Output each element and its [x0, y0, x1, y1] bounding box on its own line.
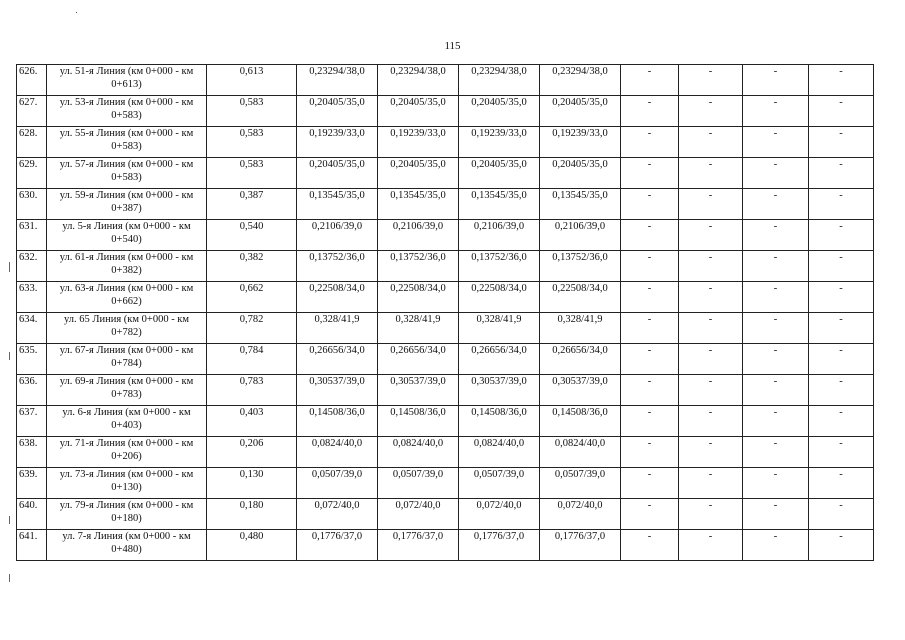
road-length: 0,403: [207, 406, 297, 437]
row-number: 640.: [17, 499, 47, 530]
value-col-4: 0,0507/39,0: [540, 468, 621, 499]
value-col-1: 0,0507/39,0: [297, 468, 378, 499]
road-name: ул. 67-я Линия (км 0+000 - км 0+784): [47, 344, 207, 375]
empty-col-1: -: [621, 189, 679, 220]
margin-mark: [9, 516, 10, 524]
road-length: 0,382: [207, 251, 297, 282]
value-col-1: 0,328/41,9: [297, 313, 378, 344]
road-length: 0,480: [207, 530, 297, 561]
table-row: [17, 189, 874, 220]
road-length: 0,583: [207, 127, 297, 158]
road-length: 0,387: [207, 189, 297, 220]
table-row: [17, 127, 874, 158]
row-number: 628.: [17, 127, 47, 158]
empty-col-4: -: [809, 468, 874, 499]
value-col-4: 0,22508/34,0: [540, 282, 621, 313]
road-length: 0,784: [207, 344, 297, 375]
empty-col-1: -: [621, 96, 679, 127]
value-col-1: 0,14508/36,0: [297, 406, 378, 437]
empty-col-3: -: [743, 127, 809, 158]
value-col-4: 0,20405/35,0: [540, 158, 621, 189]
row-number: 639.: [17, 468, 47, 499]
road-length: 0,130: [207, 468, 297, 499]
empty-col-1: -: [621, 437, 679, 468]
row-number: 632.: [17, 251, 47, 282]
empty-col-3: -: [743, 313, 809, 344]
empty-col-1: -: [621, 406, 679, 437]
page-number: 115: [444, 40, 461, 52]
empty-col-2: -: [679, 530, 743, 561]
row-number: 637.: [17, 406, 47, 437]
value-col-4: 0,328/41,9: [540, 313, 621, 344]
row-number: 630.: [17, 189, 47, 220]
value-col-2: 0,328/41,9: [378, 313, 459, 344]
row-number: 638.: [17, 437, 47, 468]
empty-col-4: -: [809, 530, 874, 561]
value-col-4: 0,20405/35,0: [540, 96, 621, 127]
table-row: [17, 96, 874, 127]
table-row: [17, 282, 874, 313]
row-number: 635.: [17, 344, 47, 375]
row-number: 626.: [17, 65, 47, 96]
value-col-4: 0,19239/33,0: [540, 127, 621, 158]
value-col-2: 0,0824/40,0: [378, 437, 459, 468]
empty-col-4: -: [809, 282, 874, 313]
table-row: [17, 375, 874, 406]
empty-col-2: -: [679, 96, 743, 127]
road-name: ул. 7-я Линия (км 0+000 - км 0+480): [47, 530, 207, 561]
empty-col-1: -: [621, 220, 679, 251]
value-col-2: 0,30537/39,0: [378, 375, 459, 406]
empty-col-2: -: [679, 127, 743, 158]
empty-col-2: -: [679, 282, 743, 313]
value-col-2: 0,072/40,0: [378, 499, 459, 530]
value-col-3: 0,20405/35,0: [459, 96, 540, 127]
table-row: [17, 65, 874, 96]
value-col-3: 0,23294/38,0: [459, 65, 540, 96]
empty-col-4: -: [809, 251, 874, 282]
row-number: 641.: [17, 530, 47, 561]
empty-col-4: -: [809, 437, 874, 468]
value-col-1: 0,30537/39,0: [297, 375, 378, 406]
value-col-4: 0,2106/39,0: [540, 220, 621, 251]
value-col-1: 0,23294/38,0: [297, 65, 378, 96]
empty-col-4: -: [809, 189, 874, 220]
value-col-1: 0,0824/40,0: [297, 437, 378, 468]
road-name: ул. 63-я Линия (км 0+000 - км 0+662): [47, 282, 207, 313]
empty-col-1: -: [621, 344, 679, 375]
value-col-4: 0,14508/36,0: [540, 406, 621, 437]
value-col-3: 0,2106/39,0: [459, 220, 540, 251]
empty-col-4: -: [809, 65, 874, 96]
value-col-2: 0,13545/35,0: [378, 189, 459, 220]
empty-col-1: -: [621, 313, 679, 344]
roads-table: [16, 64, 874, 561]
empty-col-4: -: [809, 220, 874, 251]
value-col-4: 0,0824/40,0: [540, 437, 621, 468]
empty-col-2: -: [679, 437, 743, 468]
value-col-4: 0,13545/35,0: [540, 189, 621, 220]
road-name: ул. 55-я Линия (км 0+000 - км 0+583): [47, 127, 207, 158]
road-length: 0,662: [207, 282, 297, 313]
empty-col-2: -: [679, 65, 743, 96]
empty-col-2: -: [679, 158, 743, 189]
value-col-2: 0,20405/35,0: [378, 96, 459, 127]
value-col-4: 0,1776/37,0: [540, 530, 621, 561]
road-length: 0,180: [207, 499, 297, 530]
road-name: ул. 79-я Линия (км 0+000 - км 0+180): [47, 499, 207, 530]
value-col-3: 0,328/41,9: [459, 313, 540, 344]
empty-col-2: -: [679, 406, 743, 437]
road-name: ул. 73-я Линия (км 0+000 - км 0+130): [47, 468, 207, 499]
value-col-1: 0,20405/35,0: [297, 158, 378, 189]
table-row: [17, 530, 874, 561]
empty-col-1: -: [621, 499, 679, 530]
empty-col-2: -: [679, 313, 743, 344]
road-name: ул. 59-я Линия (км 0+000 - км 0+387): [47, 189, 207, 220]
value-col-4: 0,30537/39,0: [540, 375, 621, 406]
value-col-2: 0,13752/36,0: [378, 251, 459, 282]
row-number: 627.: [17, 96, 47, 127]
empty-col-3: -: [743, 530, 809, 561]
value-col-1: 0,13545/35,0: [297, 189, 378, 220]
value-col-3: 0,14508/36,0: [459, 406, 540, 437]
road-name: ул. 57-я Линия (км 0+000 - км 0+583): [47, 158, 207, 189]
empty-col-1: -: [621, 282, 679, 313]
value-col-1: 0,072/40,0: [297, 499, 378, 530]
value-col-4: 0,13752/36,0: [540, 251, 621, 282]
value-col-3: 0,20405/35,0: [459, 158, 540, 189]
value-col-2: 0,1776/37,0: [378, 530, 459, 561]
value-col-1: 0,1776/37,0: [297, 530, 378, 561]
empty-col-2: -: [679, 251, 743, 282]
value-col-1: 0,26656/34,0: [297, 344, 378, 375]
row-number: 634.: [17, 313, 47, 344]
table-row: [17, 437, 874, 468]
table-row: [17, 344, 874, 375]
value-col-1: 0,13752/36,0: [297, 251, 378, 282]
road-name: ул. 69-я Линия (км 0+000 - км 0+783): [47, 375, 207, 406]
value-col-2: 0,0507/39,0: [378, 468, 459, 499]
road-length: 0,783: [207, 375, 297, 406]
empty-col-3: -: [743, 158, 809, 189]
value-col-2: 0,14508/36,0: [378, 406, 459, 437]
empty-col-1: -: [621, 127, 679, 158]
road-name: ул. 6-я Линия (км 0+000 - км 0+403): [47, 406, 207, 437]
table-row: [17, 313, 874, 344]
empty-col-1: -: [621, 468, 679, 499]
value-col-1: 0,20405/35,0: [297, 96, 378, 127]
margin-mark: [9, 574, 10, 582]
value-col-3: 0,13752/36,0: [459, 251, 540, 282]
road-length: 0,782: [207, 313, 297, 344]
empty-col-4: -: [809, 375, 874, 406]
empty-col-1: -: [621, 251, 679, 282]
value-col-3: 0,072/40,0: [459, 499, 540, 530]
empty-col-3: -: [743, 189, 809, 220]
empty-col-3: -: [743, 468, 809, 499]
road-name: ул. 65 Линия (км 0+000 - км 0+782): [47, 313, 207, 344]
value-col-3: 0,22508/34,0: [459, 282, 540, 313]
empty-col-2: -: [679, 189, 743, 220]
value-col-3: 0,26656/34,0: [459, 344, 540, 375]
scan-speck: [76, 12, 77, 13]
value-col-3: 0,19239/33,0: [459, 127, 540, 158]
empty-col-3: -: [743, 406, 809, 437]
table-row: [17, 468, 874, 499]
value-col-1: 0,2106/39,0: [297, 220, 378, 251]
empty-col-3: -: [743, 220, 809, 251]
road-name: ул. 51-я Линия (км 0+000 - км 0+613): [47, 65, 207, 96]
empty-col-4: -: [809, 127, 874, 158]
empty-col-3: -: [743, 96, 809, 127]
table-row: [17, 251, 874, 282]
row-number: 629.: [17, 158, 47, 189]
empty-col-3: -: [743, 282, 809, 313]
empty-col-3: -: [743, 344, 809, 375]
empty-col-4: -: [809, 313, 874, 344]
margin-mark: [9, 262, 10, 272]
value-col-1: 0,22508/34,0: [297, 282, 378, 313]
empty-col-2: -: [679, 344, 743, 375]
value-col-3: 0,0824/40,0: [459, 437, 540, 468]
road-length: 0,540: [207, 220, 297, 251]
value-col-2: 0,26656/34,0: [378, 344, 459, 375]
value-col-1: 0,19239/33,0: [297, 127, 378, 158]
table-row: [17, 220, 874, 251]
road-length: 0,206: [207, 437, 297, 468]
empty-col-3: -: [743, 437, 809, 468]
road-name: ул. 71-я Линия (км 0+000 - км 0+206): [47, 437, 207, 468]
empty-col-2: -: [679, 499, 743, 530]
road-name: ул. 53-я Линия (км 0+000 - км 0+583): [47, 96, 207, 127]
empty-col-3: -: [743, 375, 809, 406]
row-number: 631.: [17, 220, 47, 251]
empty-col-1: -: [621, 158, 679, 189]
value-col-2: 0,19239/33,0: [378, 127, 459, 158]
row-number: 636.: [17, 375, 47, 406]
empty-col-4: -: [809, 158, 874, 189]
value-col-4: 0,072/40,0: [540, 499, 621, 530]
road-length: 0,583: [207, 158, 297, 189]
empty-col-4: -: [809, 406, 874, 437]
empty-col-1: -: [621, 530, 679, 561]
table-body: [17, 65, 874, 561]
value-col-3: 0,0507/39,0: [459, 468, 540, 499]
value-col-3: 0,1776/37,0: [459, 530, 540, 561]
table-row: [17, 499, 874, 530]
empty-col-4: -: [809, 96, 874, 127]
row-number: 633.: [17, 282, 47, 313]
table-row: [17, 158, 874, 189]
value-col-3: 0,13545/35,0: [459, 189, 540, 220]
value-col-2: 0,2106/39,0: [378, 220, 459, 251]
empty-col-3: -: [743, 65, 809, 96]
table-row: [17, 406, 874, 437]
value-col-2: 0,22508/34,0: [378, 282, 459, 313]
empty-col-3: -: [743, 251, 809, 282]
empty-col-4: -: [809, 499, 874, 530]
road-length: 0,613: [207, 65, 297, 96]
empty-col-3: -: [743, 499, 809, 530]
empty-col-1: -: [621, 375, 679, 406]
road-name: ул. 5-я Линия (км 0+000 - км 0+540): [47, 220, 207, 251]
value-col-4: 0,26656/34,0: [540, 344, 621, 375]
value-col-2: 0,20405/35,0: [378, 158, 459, 189]
empty-col-1: -: [621, 65, 679, 96]
margin-mark: [9, 352, 10, 360]
empty-col-2: -: [679, 468, 743, 499]
empty-col-2: -: [679, 220, 743, 251]
value-col-3: 0,30537/39,0: [459, 375, 540, 406]
empty-col-2: -: [679, 375, 743, 406]
road-name: ул. 61-я Линия (км 0+000 - км 0+382): [47, 251, 207, 282]
empty-col-4: -: [809, 344, 874, 375]
value-col-4: 0,23294/38,0: [540, 65, 621, 96]
value-col-2: 0,23294/38,0: [378, 65, 459, 96]
road-length: 0,583: [207, 96, 297, 127]
